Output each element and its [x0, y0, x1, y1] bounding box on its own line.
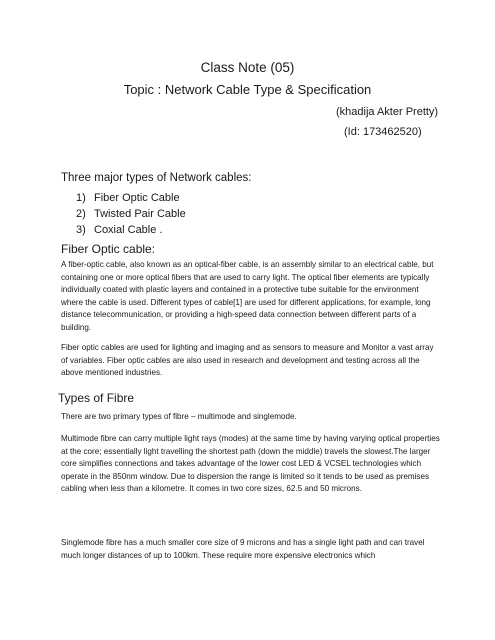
- author-id: (Id: 173462520): [344, 126, 422, 138]
- list-item-label: Fiber Optic Cable: [94, 192, 180, 204]
- list-item-number: 3): [76, 224, 86, 236]
- section-heading-types-of-fibre: Types of Fibre: [58, 391, 135, 405]
- list-item-number: 2): [76, 208, 86, 220]
- section-heading-fiber-optic: Fiber Optic cable:: [61, 242, 156, 256]
- document-title: Class Note (05): [200, 60, 295, 75]
- list-item-number: 1): [76, 192, 86, 204]
- paragraph: Multimode fibre can carry multiple light rays (modes) at the same time by having varying optical properties at the core; essentially light travelling the shortest path (down the middle) travels the slowest.The larger core simplifies connections and takes advantage of the lower cost LED & VCSEL technologies which operate in the 850nm window. Due to dispersion the range is limited so it tends to be used as premises cabling when less than a kilometre. It comes in two core sizes, 62.5 and 50 microns.: [61, 434, 440, 494]
- list-item-label: Twisted Pair Cable: [94, 208, 186, 220]
- list-item: [76, 222, 186, 238]
- document-topic: Topic : Network Cable Type & Specification: [123, 82, 372, 97]
- paragraph: Fiber optic cables are used for lighting and imaging and as sensors to measure and Monitor a vast array of variables. Fiber optic cables are also used in research and development and testing across all the above mentioned industries.: [61, 343, 434, 378]
- intro-text: Three major types of Network cables:: [61, 172, 252, 184]
- cable-types-list: [76, 190, 186, 238]
- paragraph: A fiber-optic cable, also known as an optical-fiber cable, is an assembly similar to an electrical cable, but containing one or more optical fibers that are used to carry light. The optical fiber elements are typically individually coated with plastic layers and contained in a protective tube suitable for the environment where the cable is used. Different types of cable[1] are used for different applications, for example, long distance telecommunication, or providing a high-speed data connection between different parts of a building.: [61, 260, 434, 332]
- list-item-label: Coxial Cable .: [94, 224, 163, 236]
- list-item: [76, 206, 186, 222]
- paragraph: Singlemode fibre has a much smaller core size of 9 microns and has a single light path and can travel much longer distances of up to 100km. These require more expensive electronics which: [61, 538, 425, 560]
- list-item: [76, 190, 186, 206]
- author-name: (khadija Akter Pretty): [336, 106, 439, 118]
- paragraph: There are two primary types of fibre – multimode and singlemode.: [61, 412, 297, 421]
